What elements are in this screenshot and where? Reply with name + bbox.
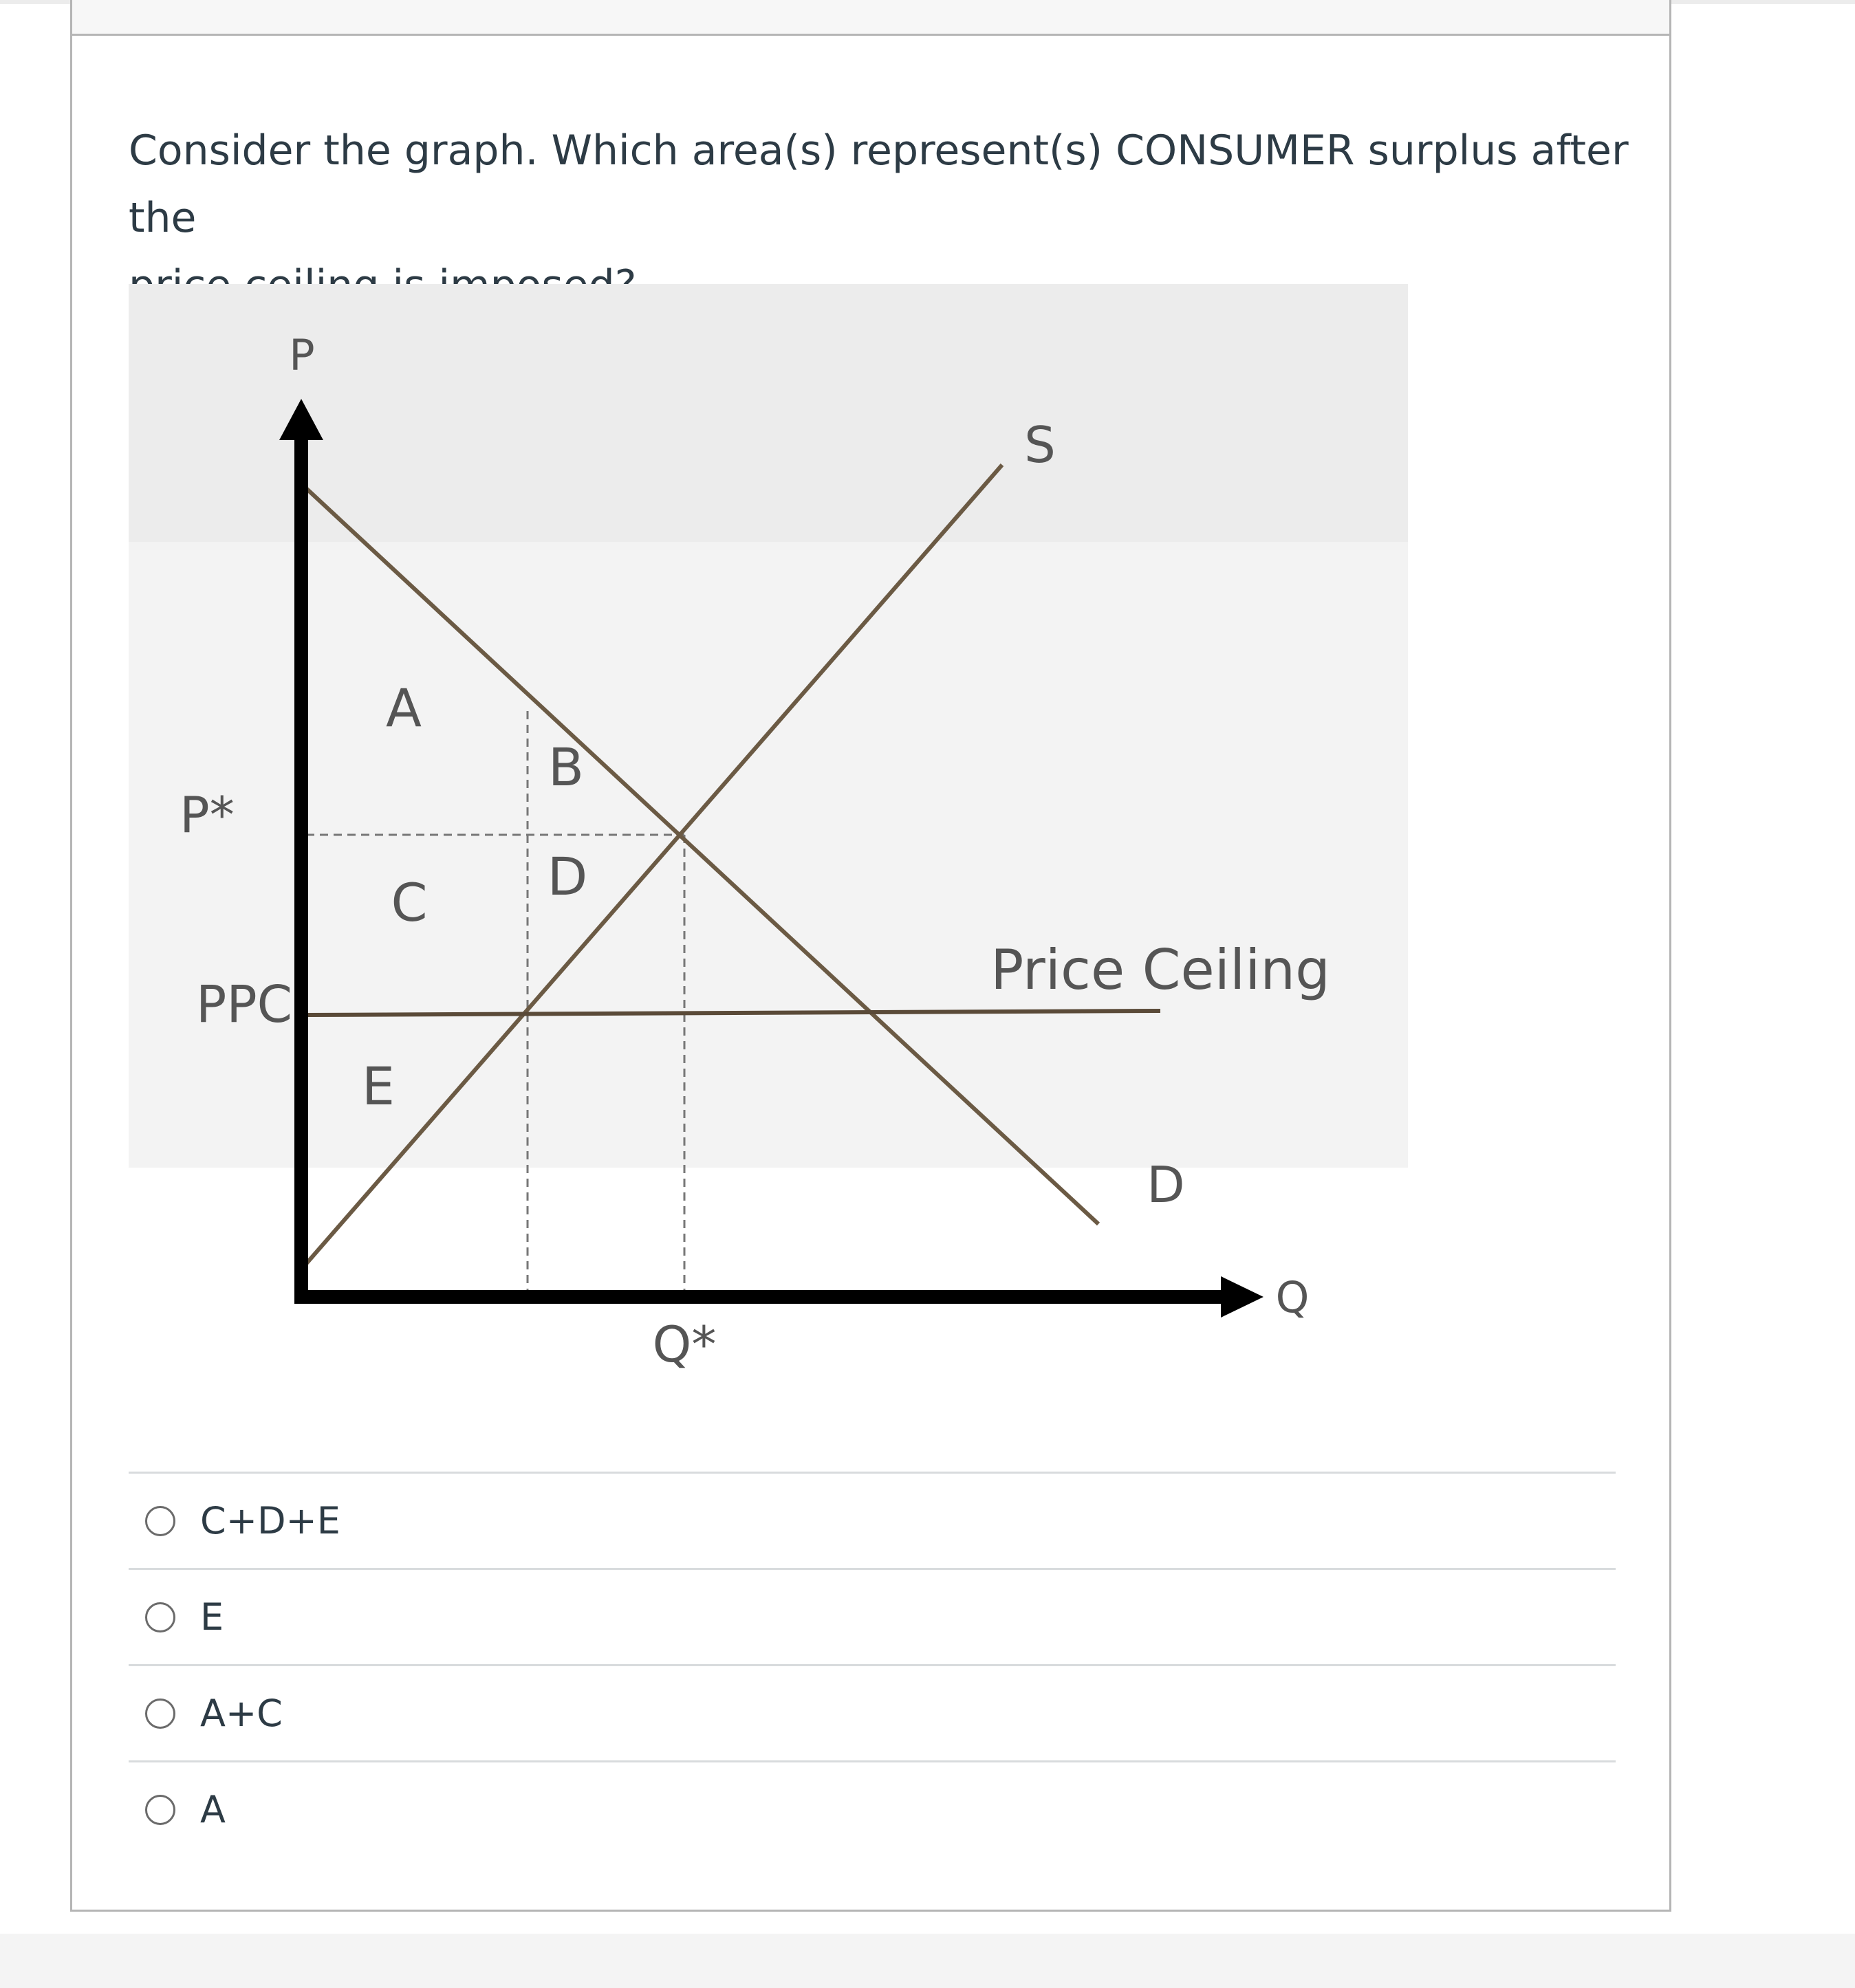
question-header	[72, 0, 1669, 36]
bottom-strip	[0, 1934, 1855, 1988]
answer-label: C+D+E	[200, 1499, 340, 1542]
series-label-price-ceiling: Price Ceiling	[990, 938, 1330, 1002]
area-label-c: C	[391, 872, 428, 933]
area-label-d: D	[547, 846, 588, 907]
series-label-supply: S	[1024, 416, 1056, 474]
answer-option-2[interactable]	[129, 1568, 1616, 1664]
radio-button[interactable]	[145, 1698, 175, 1729]
answer-label: A+C	[200, 1692, 283, 1735]
radio-button[interactable]	[145, 1795, 175, 1825]
x-axis-label: Q	[1275, 1272, 1310, 1322]
answer-label: A	[200, 1788, 226, 1831]
area-label-e: E	[361, 1056, 395, 1117]
radio-button[interactable]	[145, 1506, 175, 1536]
x-axis-arrow	[1221, 1276, 1263, 1318]
question-line-1: Consider the graph. Which area(s) represent(s) CONSUMER surplus after the	[129, 127, 1629, 242]
answer-label: E	[200, 1595, 224, 1639]
area-label-a: A	[386, 677, 422, 739]
question-card	[70, 0, 1671, 1912]
answer-option-1[interactable]	[129, 1472, 1616, 1568]
price-ceiling-graph	[129, 281, 1487, 1395]
tick-label-p-star: P*	[180, 786, 235, 844]
answer-list	[129, 1472, 1616, 1857]
tick-label-p-pc: PPC	[196, 975, 292, 1034]
answer-option-3[interactable]	[129, 1664, 1616, 1760]
figure-background-bottom	[129, 542, 1408, 1168]
y-axis-label: P	[289, 330, 315, 380]
radio-button[interactable]	[145, 1602, 175, 1632]
area-label-b: B	[547, 736, 585, 798]
answer-option-4[interactable]	[129, 1760, 1616, 1857]
tick-label-q-star: Q*	[652, 1315, 717, 1373]
series-label-demand: D	[1147, 1156, 1185, 1214]
